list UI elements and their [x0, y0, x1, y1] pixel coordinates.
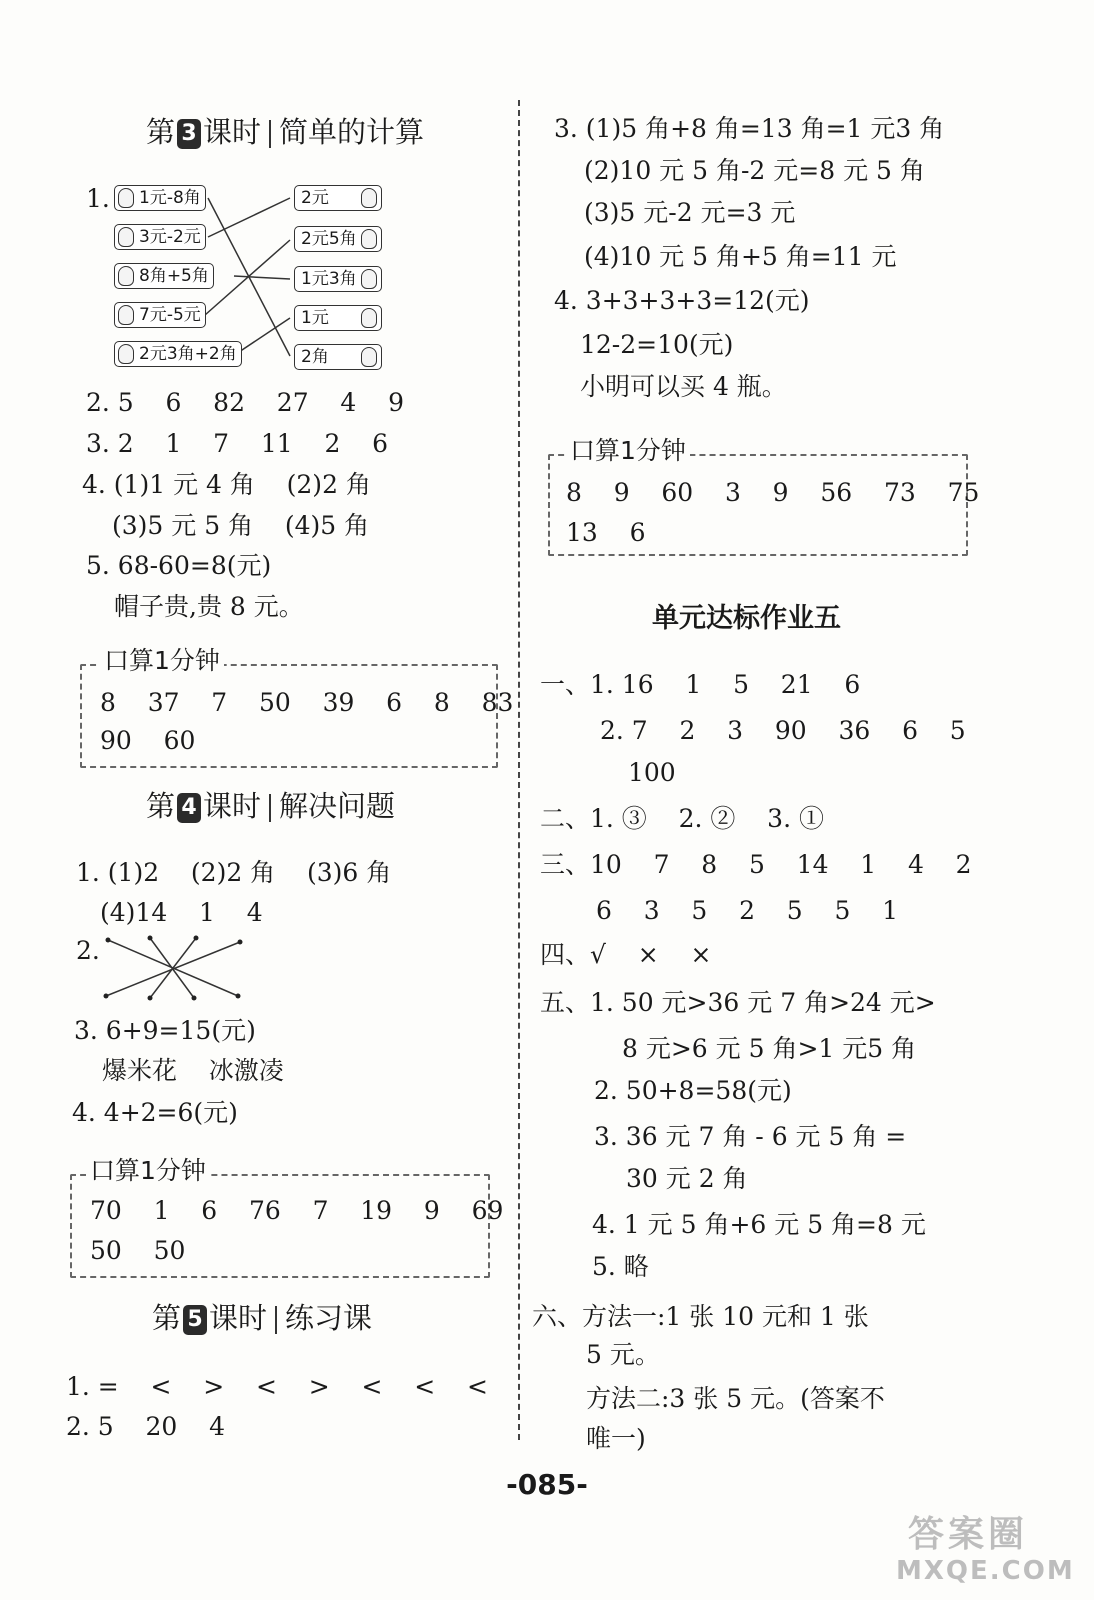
q1-number: 1. — [86, 184, 110, 213]
money-bag-icon — [118, 344, 134, 364]
answer-line: 8 元>6 元 5 角>1 元5 角 — [622, 1034, 917, 1063]
answer-line: 1. (1)2 (2)2 角 (3)6 角 — [76, 858, 392, 887]
answer-line: 爆米花 冰激凌 — [102, 1056, 284, 1085]
mental-math-label: 口算1分钟 — [86, 1158, 210, 1183]
answer-line: 一、1. 16 1 5 21 6 — [540, 670, 861, 699]
money-bag-icon — [361, 269, 377, 289]
money-bag-icon — [118, 188, 134, 208]
answer-line: 3. 6+9=15(元) — [74, 1016, 256, 1045]
answer-line: 五、1. 50 元>36 元 7 角>24 元> — [540, 988, 936, 1017]
match-right-item: 2元5角 — [294, 226, 382, 252]
mental-math-row: 90 60 — [100, 726, 196, 755]
money-bag-icon — [118, 266, 134, 286]
answer-line: 4. 4+2=6(元) — [72, 1098, 238, 1127]
match-left-item: 2元3角+2角 — [114, 341, 242, 367]
match-left-item: 1元-8角 — [114, 185, 206, 211]
lesson-number-badge: 5 — [183, 1305, 207, 1335]
mental-math-row: 8 9 60 3 9 56 73 75 — [566, 478, 980, 507]
title-text: 简单的计算 — [279, 115, 425, 149]
lesson-number-badge: 3 — [177, 119, 201, 149]
match-right-item: 1元3角 — [294, 266, 382, 292]
title-mid: 课时 — [203, 789, 262, 823]
money-bag-icon — [361, 188, 377, 208]
answer-line: 1. = < > < > < < < — [66, 1372, 488, 1401]
answer-line: 六、方法一:1 张 10 元和 1 张 — [532, 1302, 869, 1331]
answer-line: 2. 50+8=58(元) — [594, 1076, 792, 1105]
answer-line: 4. 1 元 5 角+6 元 5 角=8 元 — [592, 1210, 926, 1239]
money-bag-icon — [118, 227, 134, 247]
match-left-item: 8角+5角 — [114, 263, 214, 289]
answer-line: 6 3 5 2 5 5 1 — [596, 896, 899, 925]
answer-line: 5. 68-60=8(元) — [86, 551, 272, 580]
title-prefix: 第 — [152, 1301, 182, 1335]
match-right-item: 1元 — [294, 305, 382, 331]
answer-line: (4)10 元 5 角+5 角=11 元 — [584, 242, 897, 271]
title-prefix: 第 — [146, 789, 176, 823]
answer-line: 唯一) — [586, 1424, 646, 1453]
answer-line: 小明可以买 4 瓶。 — [580, 372, 787, 401]
mental-math-label: 口算1分钟 — [100, 648, 224, 673]
answer-line: 3. (1)5 角+8 角=13 角=1 元3 角 — [554, 114, 945, 143]
title-prefix: 第 — [146, 115, 176, 149]
answer-line: 12-2=10(元) — [580, 330, 734, 359]
column-divider — [518, 100, 520, 1440]
money-bag-icon — [118, 305, 134, 325]
title-separator — [269, 794, 271, 822]
answer-line: 5. 略 — [592, 1252, 649, 1281]
match-right-item: 2元 — [294, 185, 382, 211]
answer-line: 3. 2 1 7 11 2 6 — [86, 429, 389, 458]
title-mid: 课时 — [203, 115, 262, 149]
answer-line: (3)5 元-2 元=3 元 — [584, 198, 796, 227]
star-connection-diagram — [96, 930, 256, 1006]
title-text: 练习课 — [285, 1301, 373, 1335]
page-number: -085- — [506, 1468, 588, 1501]
answer-line: (3)5 元 5 角 (4)5 角 — [112, 511, 370, 540]
answer-line: 2. — [76, 936, 100, 965]
answer-line: 5 元。 — [586, 1340, 660, 1369]
answer-line: 4. 3+3+3+3=12(元) — [554, 286, 810, 315]
watermark-url: MXQE.COM — [896, 1556, 1075, 1586]
title-text: 解决问题 — [279, 789, 396, 823]
answer-line: 2. 5 20 4 — [66, 1412, 225, 1441]
money-bag-icon — [361, 229, 377, 249]
match-left-item: 3元-2元 — [114, 224, 206, 250]
answer-line: 二、1. ③ 2. ② 3. ① — [540, 804, 824, 833]
mental-math-row: 70 1 6 76 7 19 9 69 — [90, 1196, 504, 1225]
answer-line: 2. 5 6 82 27 4 9 — [86, 388, 404, 417]
watermark-logo: 答案圈 — [908, 1514, 1029, 1555]
money-bag-icon — [361, 347, 377, 367]
answer-line: 三、10 7 8 5 14 1 4 2 — [540, 850, 972, 879]
answer-line: 2. 7 2 3 90 36 6 5 — [600, 716, 966, 745]
section-5-title — [152, 1301, 373, 1335]
title-mid: 课时 — [209, 1301, 268, 1335]
lesson-number-badge: 4 — [177, 793, 201, 823]
unit-test-title: 单元达标作业五 — [652, 603, 841, 634]
title-separator — [275, 1306, 277, 1334]
mental-math-row: 8 37 7 50 39 6 8 83 — [100, 688, 514, 717]
answer-line: 方法二:3 张 5 元。(答案不 — [586, 1384, 885, 1413]
answer-line: (4)14 1 4 — [100, 898, 263, 927]
answer-line: 100 — [628, 758, 676, 787]
mental-math-row: 13 6 — [566, 518, 646, 547]
answer-line: (2)10 元 5 角-2 元=8 元 5 角 — [584, 156, 925, 185]
mental-math-label: 口算1分钟 — [566, 438, 690, 463]
answer-line: 4. (1)1 元 4 角 (2)2 角 — [82, 470, 371, 499]
answer-line: 四、√ × × — [540, 940, 712, 969]
answer-line: 30 元 2 角 — [626, 1164, 748, 1193]
answer-line: 3. 36 元 7 角 - 6 元 5 角 = — [594, 1122, 907, 1151]
section-4-title — [146, 789, 396, 823]
mental-math-row: 50 50 — [90, 1236, 186, 1265]
match-left-item: 7元-5元 — [114, 302, 206, 328]
money-bag-icon — [361, 308, 377, 328]
answer-line: 帽子贵,贵 8 元。 — [114, 592, 304, 621]
match-right-item: 2角 — [294, 344, 382, 370]
